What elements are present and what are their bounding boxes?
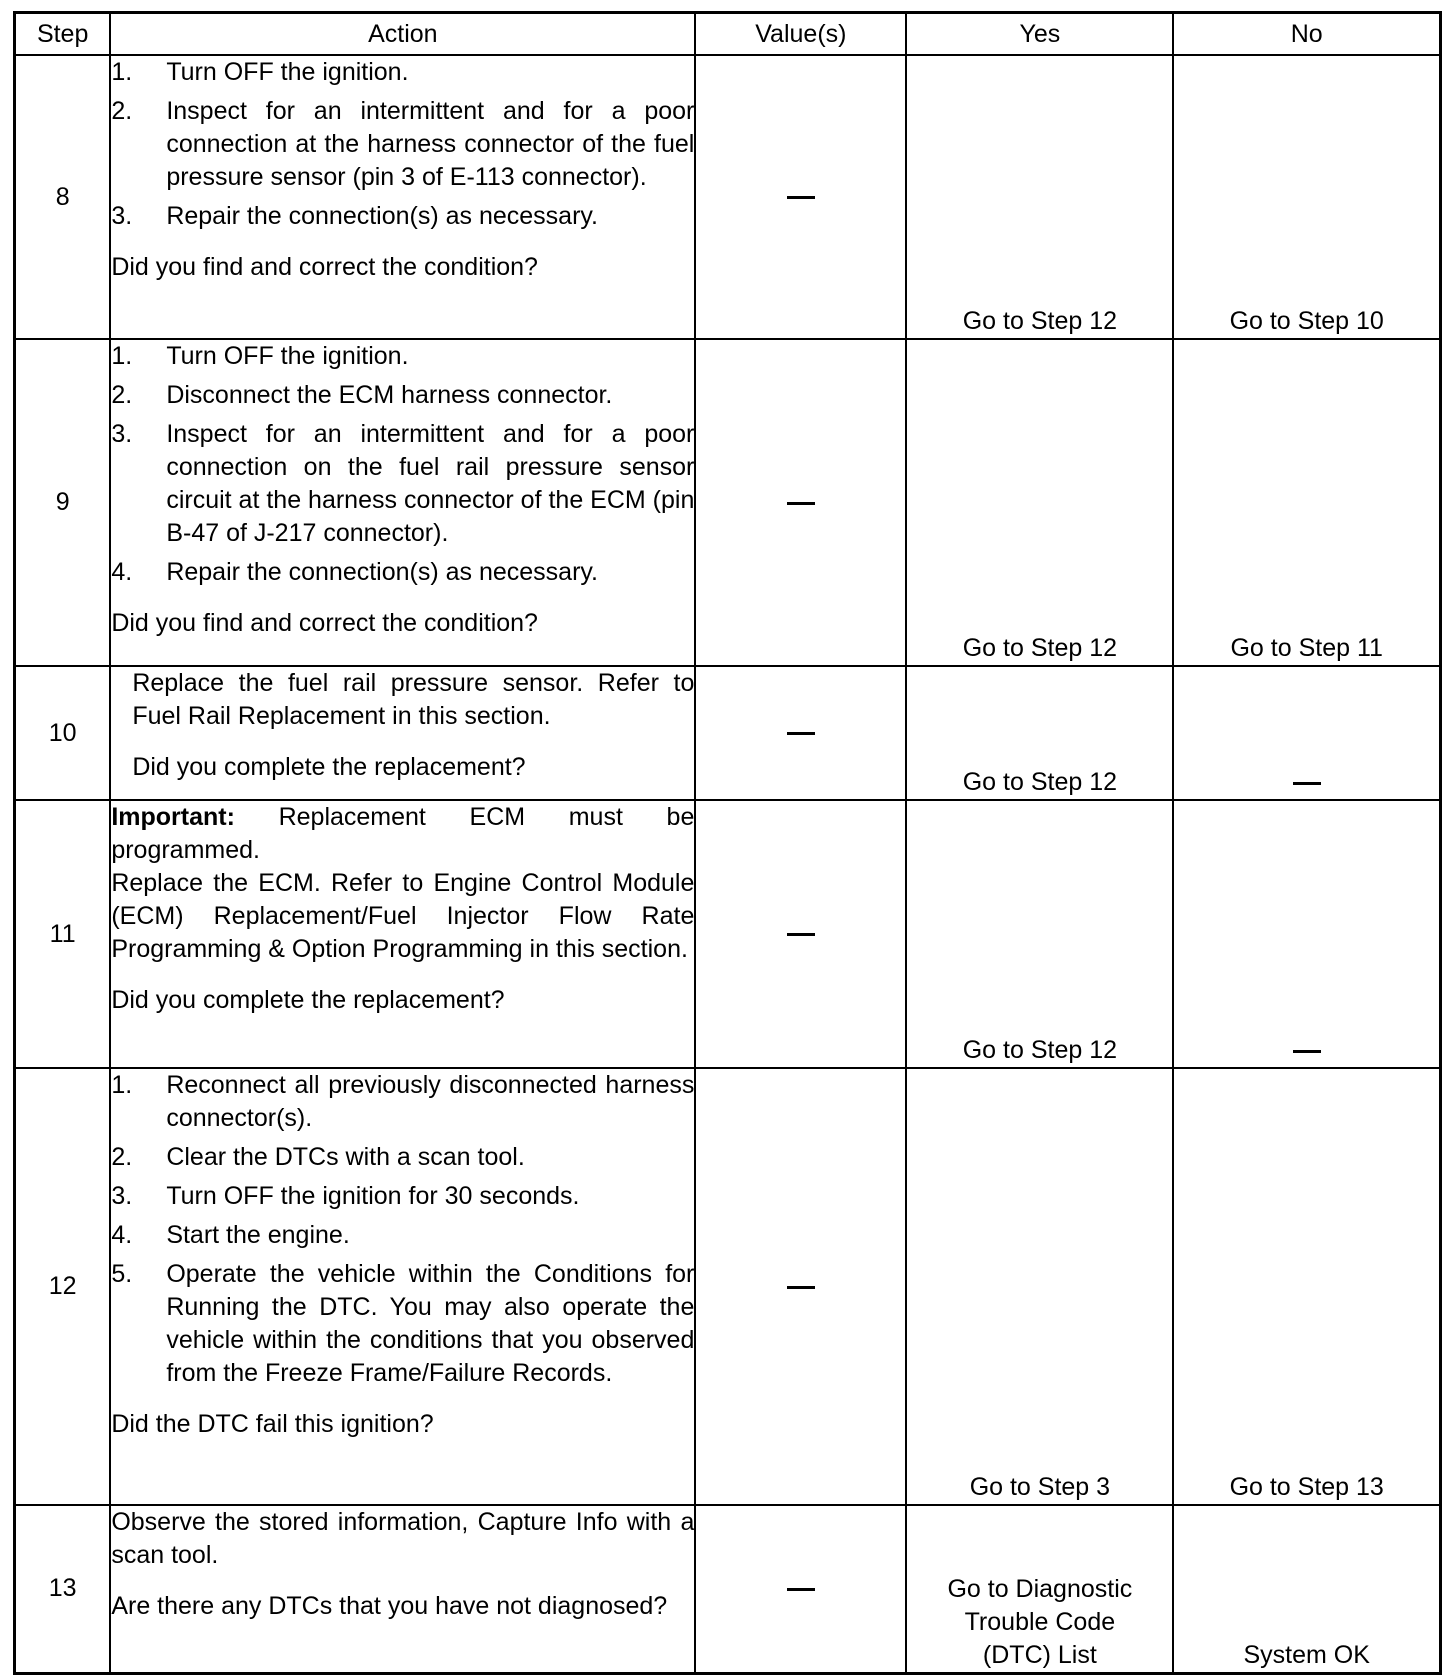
step-number: 11 — [15, 800, 111, 1068]
item-text: Operate the vehicle within the Conditions for Running the DTC. You may also operate the vehicle within the conditions that you observed from the Freeze Frame/Failure Records. — [166, 1260, 695, 1387]
value-cell — [695, 1068, 906, 1505]
dash-mark — [787, 732, 815, 735]
item-text: Start the engine. — [166, 1221, 350, 1249]
important-label: Important: — [111, 803, 235, 831]
yes-cell: Go to Step 3 — [906, 1068, 1173, 1505]
yes-cell: Go to Step 12 — [906, 339, 1173, 666]
no-cell: Go to Step 13 — [1173, 1068, 1440, 1505]
yes-cell: Go to Step 12 — [906, 55, 1173, 339]
header-values: Value(s) — [695, 13, 906, 56]
action-cell — [110, 1068, 695, 1505]
item-number: 2. — [111, 97, 133, 125]
list-item — [111, 1180, 694, 1213]
item-text: Repair the connection(s) as necessary. — [166, 558, 599, 586]
item-number: 2. — [111, 381, 133, 409]
yes-text: Go to Diagnostic Trouble Code (DTC) List — [947, 1574, 1133, 1669]
dash-mark — [787, 1286, 815, 1289]
value-cell — [695, 55, 906, 339]
dash-mark — [787, 502, 815, 505]
value-cell — [695, 666, 906, 800]
header-action: Action — [110, 13, 695, 56]
item-number: 1. — [111, 1071, 133, 1099]
dash-mark — [787, 1588, 815, 1591]
item-number: 2. — [111, 1143, 133, 1171]
item-text: Inspect for an intermittent and for a poor connection on the fuel rail pressure sensor circuit at the harness connector of the ECM (pin B-47 of J-217 connector). — [166, 420, 695, 547]
value-cell — [695, 339, 906, 666]
item-number: 5. — [111, 1260, 133, 1288]
dash-mark — [787, 933, 815, 936]
action-cell — [110, 666, 695, 800]
list-item — [111, 379, 694, 412]
list-item — [111, 1258, 694, 1390]
item-text: Inspect for an intermittent and for a poor connection at the harness connector of the fuel pressure sensor (pin 3 of E-113 connector). — [166, 97, 695, 191]
header-yes: Yes — [906, 13, 1173, 56]
value-cell — [695, 1505, 906, 1673]
table-row — [15, 1505, 1441, 1673]
yes-cell — [906, 1505, 1173, 1673]
item-text: Disconnect the ECM harness connector. — [166, 381, 613, 409]
step-number: 13 — [15, 1505, 111, 1673]
no-cell — [1173, 800, 1440, 1068]
item-number: 3. — [111, 202, 133, 230]
list-item — [111, 556, 694, 589]
question-text: Are there any DTCs that you have not diagnosed? — [111, 1592, 668, 1620]
action-cell — [110, 1505, 695, 1673]
item-number: 3. — [111, 1182, 133, 1210]
action-cell — [110, 55, 695, 339]
step-number: 8 — [15, 55, 111, 339]
list-item — [111, 200, 694, 233]
no-cell — [1173, 666, 1440, 800]
table-row — [15, 55, 1441, 339]
question-text: Did you complete the replacement? — [132, 753, 526, 781]
question-text: Did you complete the replacement? — [111, 986, 505, 1014]
list-item — [111, 1219, 694, 1252]
yes-cell: Go to Step 12 — [906, 800, 1173, 1068]
no-cell: Go to Step 10 — [1173, 55, 1440, 339]
important-text: Replacement ECM must be programmed. — [111, 803, 695, 864]
dash-mark — [1293, 1050, 1321, 1053]
diagnostic-table — [13, 11, 1442, 1675]
list-item — [111, 340, 694, 373]
step-number: 10 — [15, 666, 111, 800]
action-cell — [110, 339, 695, 666]
item-number: 4. — [111, 558, 133, 586]
list-item — [111, 56, 694, 89]
header-step: Step — [15, 13, 111, 56]
action-text: Observe the stored information, Capture Info with a scan tool. — [111, 1508, 695, 1569]
table-row — [15, 339, 1441, 666]
action-text: Replace the fuel rail pressure sensor. Refer to Fuel Rail Replacement in this section. — [132, 669, 695, 730]
list-item — [111, 1141, 694, 1174]
important-note — [111, 801, 694, 867]
item-text: Repair the connection(s) as necessary. — [166, 202, 599, 230]
item-number: 1. — [111, 58, 133, 86]
item-text: Clear the DTCs with a scan tool. — [166, 1143, 525, 1171]
item-text: Reconnect all previously disconnected harness connector(s). — [166, 1071, 695, 1132]
no-cell: System OK — [1173, 1505, 1440, 1673]
action-cell — [110, 800, 695, 1068]
table-row — [15, 800, 1441, 1068]
list-item — [111, 1069, 694, 1135]
item-number: 1. — [111, 342, 133, 370]
question-text: Did you find and correct the condition? — [111, 609, 538, 637]
dash-mark — [787, 196, 815, 199]
action-text: Replace the ECM. Refer to Engine Control Module (ECM) Replacement/Fuel Injector Flow Rate Programming & Option Programming in this section. — [111, 869, 695, 963]
list-item — [111, 95, 694, 194]
item-text: Turn OFF the ignition. — [166, 342, 409, 370]
header-no: No — [1173, 13, 1440, 56]
step-number: 12 — [15, 1068, 111, 1505]
item-number: 4. — [111, 1221, 133, 1249]
step-number: 9 — [15, 339, 111, 666]
question-text: Did you find and correct the condition? — [111, 253, 538, 281]
yes-cell: Go to Step 12 — [906, 666, 1173, 800]
table-row — [15, 1068, 1441, 1505]
header-row — [15, 13, 1441, 56]
dash-mark — [1293, 782, 1321, 785]
table-row — [15, 666, 1441, 800]
question-text: Did the DTC fail this ignition? — [111, 1410, 434, 1438]
value-cell — [695, 800, 906, 1068]
list-item — [111, 418, 694, 550]
no-cell: Go to Step 11 — [1173, 339, 1440, 666]
item-number: 3. — [111, 420, 133, 448]
item-text: Turn OFF the ignition. — [166, 58, 409, 86]
item-text: Turn OFF the ignition for 30 seconds. — [166, 1182, 580, 1210]
